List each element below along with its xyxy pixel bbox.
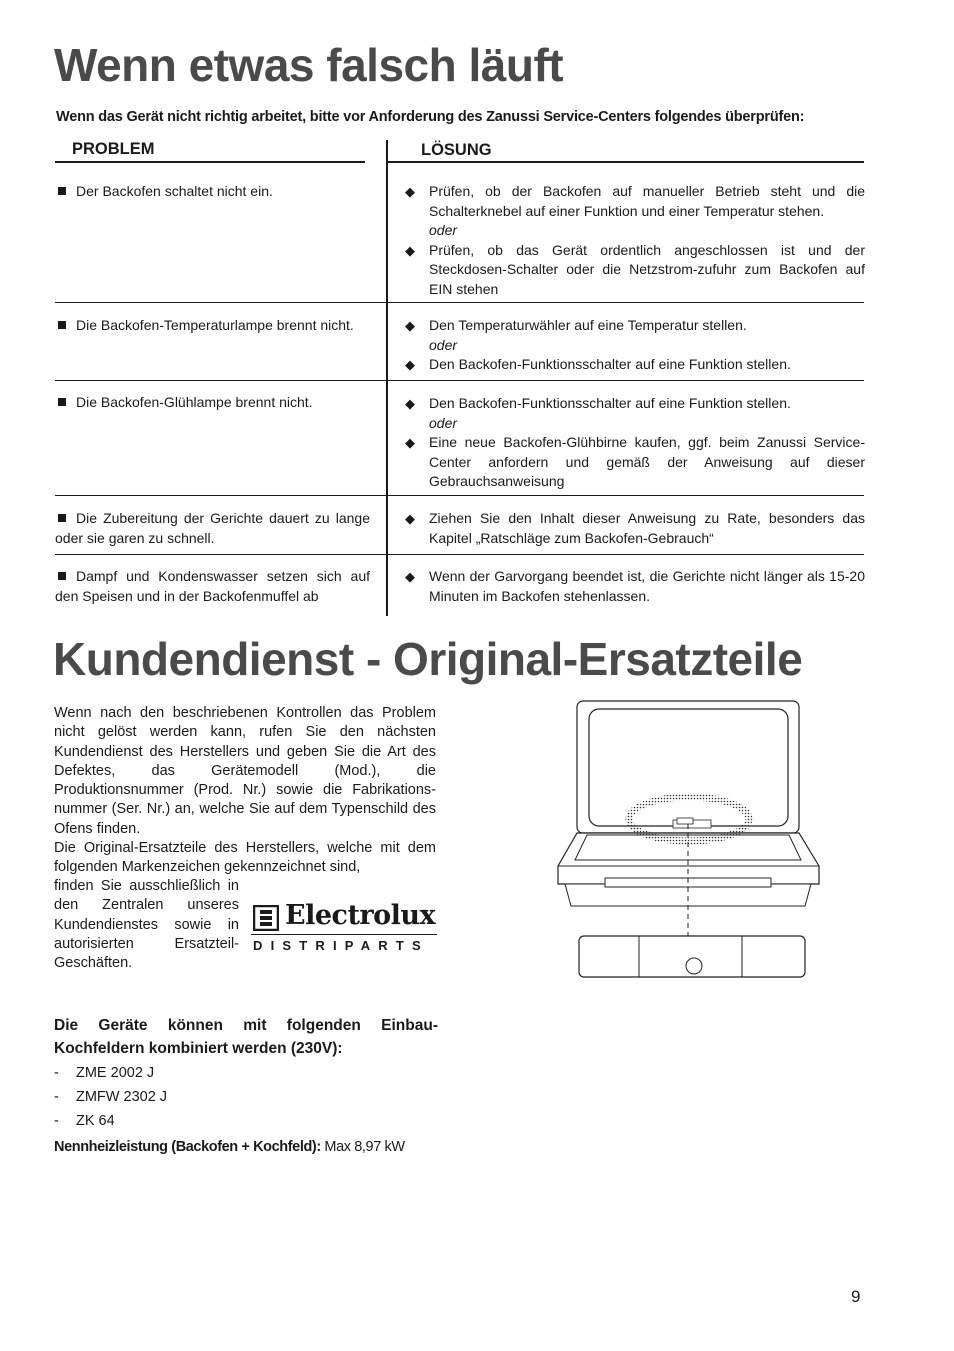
column-header-problem: PROBLEM	[72, 140, 155, 158]
table-row-problem: Die Zubereitung der Gerichte dauert zu lange oder sie garen zu schnell.	[55, 510, 370, 546]
logo-brand: Electrolux	[285, 900, 436, 931]
diamond-bullet-icon: ◆	[405, 435, 415, 450]
table-header-rule-left	[55, 161, 365, 163]
section-title-service: Kundendienst - Original-Ersatzteile	[53, 633, 803, 685]
solution-item: ◆ Den Temperaturwähler auf eine Temperatur stellen.	[405, 316, 865, 336]
square-bullet-icon	[58, 321, 66, 329]
square-bullet-icon	[58, 187, 66, 195]
table-row-problem: Die Backofen-Glühlampe brennt nicht.	[55, 393, 370, 413]
diamond-bullet-icon: ◆	[405, 396, 415, 411]
table-row-divider	[55, 302, 864, 303]
diamond-bullet-icon: ◆	[405, 242, 415, 258]
list-item: - ZMFW 2302 J	[54, 1089, 168, 1105]
square-bullet-icon	[58, 398, 66, 406]
logo-sub: DISTRIPARTS	[253, 938, 429, 953]
diamond-bullet-icon: ◆	[405, 184, 415, 199]
table-row-divider	[55, 380, 864, 381]
or-label: oder	[429, 222, 458, 238]
list-item: - ZME 2002 J	[54, 1065, 155, 1081]
table-row-problem: Dampf und Kondenswasser setzen sich auf den Speisen und in der Backofenmuffel ab	[55, 568, 370, 604]
service-paragraph-2: finden Sie ausschließlich in den Zentralen unseres Kundendienstes sowie in autorisierten Ersatzteil-Geschäften.	[54, 878, 239, 972]
page-title: Wenn etwas falsch läuft	[54, 39, 564, 91]
table-row-solution	[405, 394, 865, 492]
table-row-problem: Die Backofen-Temperaturlampe brennt nicht.	[55, 316, 370, 336]
table-column-divider	[386, 140, 388, 616]
table-header-rule-right	[386, 161, 864, 163]
square-bullet-icon	[58, 572, 66, 580]
solution-item: ◆ Prüfen, ob der Backofen auf manueller Betrieb steht und die Schalterknebel auf einer Funktion und einer Temperatur stehen.	[405, 183, 865, 219]
combination-heading: Die Geräte können mit folgenden Einbau-Kochfeldern kombiniert werden (230V):	[54, 1017, 438, 1057]
solution-item: ◆ Prüfen, ob das Gerät ordentlich angeschlossen ist und der Steckdosen-Schalter oder die Netzstrom-zufuhr zum Backofen auf EIN stehen	[405, 241, 865, 297]
diamond-bullet-icon: ◆	[405, 318, 415, 333]
solution-item: ◆ Ziehen Sie den Inhalt dieser Anweisung zu Rate, besonders das Kapitel „Ratschläge zum Backofen-Gebrauch“	[405, 510, 865, 546]
page-number: 9	[851, 1287, 861, 1306]
or-label: oder	[429, 414, 458, 431]
electrolux-logo-icon	[253, 905, 279, 931]
power-rating: Nennheizleistung (Backofen + Kochfeld): Max 8,97 kW	[54, 1139, 405, 1155]
table-row-divider	[55, 495, 864, 496]
solution-item: ◆ Den Backofen-Funktionsschalter auf eine Funktion stellen.	[405, 355, 865, 375]
solution-item: ◆ Eine neue Backofen-Glühbirne kaufen, ggf. beim Zanussi Service-Center anfordern und gemäß der Anweisung auf dieser Gebrauchsanweisung	[405, 434, 865, 489]
column-header-solution: LÖSUNG	[421, 141, 492, 159]
or-label: oder	[429, 336, 458, 353]
square-bullet-icon	[58, 514, 66, 522]
service-paragraph: Wenn nach den beschriebenen Kontrollen das Problem nicht gelöst werden kann, rufen Sie den nächsten Kundendienst des Herstellers und geben Sie die Art des Defektes, das Gerätemodell (Mod.), die Produktionsnummer (Prod. Nr.) sowie die Fabrikations-nummer (Ser. Nr.) an, welche Sie auf dem Typenschild des Ofens finden. Die Original-Ersatzteile des Herstellers, welche mit dem folgenden Markenzeichen gekennzeichnet sind,	[54, 705, 436, 876]
diamond-bullet-icon: ◆	[405, 357, 415, 372]
diamond-bullet-icon: ◆	[405, 511, 415, 526]
table-row-solution	[405, 567, 865, 606]
solution-item: ◆ Den Backofen-Funktionsschalter auf eine Funktion stellen.	[405, 394, 865, 414]
table-row-solution	[405, 182, 865, 299]
table-row-solution	[405, 316, 865, 375]
diamond-bullet-icon: ◆	[405, 569, 415, 584]
table-row-solution	[405, 509, 865, 548]
logo-divider	[251, 934, 437, 935]
solution-item: ◆ Wenn der Garvorgang beendet ist, die Gerichte nicht länger als 15-20 Minuten im Backofen stehenlassen.	[405, 568, 865, 604]
oven-illustration	[555, 698, 821, 982]
electrolux-distriparts-logo	[251, 900, 437, 958]
intro-text: Wenn das Gerät nicht richtig arbeitet, bitte vor Anforderung des Zanussi Service-Centers folgendes überprüfen:	[56, 109, 805, 125]
list-item: - ZK 64	[54, 1113, 115, 1129]
table-row-divider	[55, 554, 864, 555]
table-row-problem: Der Backofen schaltet nicht ein.	[55, 182, 370, 202]
